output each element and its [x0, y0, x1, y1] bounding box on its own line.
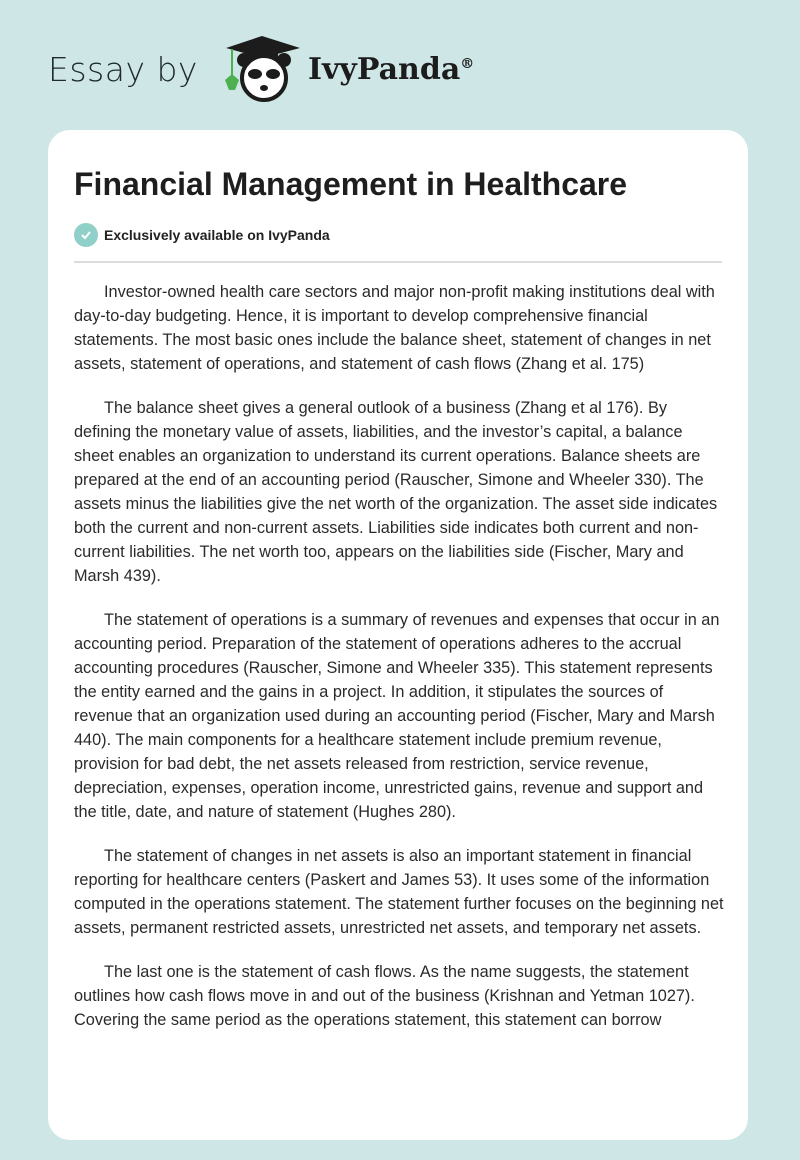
- badge-text: Exclusively available on IvyPanda: [104, 227, 330, 243]
- page-title: Financial Management in Healthcare: [74, 166, 628, 202]
- check-icon: [74, 223, 98, 247]
- paragraph: The statement of changes in net assets is also an important statement in financial reporting for healthcare centers (Paskert and James 53). It uses some of the information computed in the operations statement. The statement further focuses on the beginning net assets, permanent restricted assets, unrestricted net assets, and temporary net assets.: [74, 847, 724, 937]
- paragraph: Investor-owned health care sectors and major non-profit making institutions deal with day-to-day budgeting. Hence, it is important to develop comprehensive financial statements. The most basic ones include the balance sheet, statement of changes in net assets, statement of operations, and statement of cash flows (Zhang et al. 175): [74, 283, 715, 373]
- essay-by-label: Essay by: [48, 49, 198, 89]
- paragraph: The statement of operations is a summary of revenues and expenses that occur in an accounting period. Preparation of the statement of operations adheres to the accrual accounting procedures (Rauscher, Simone and Wheeler 335). This statement represents the entity earned and the gains in a project. In addition, it stipulates the sources of revenue that an organization used during an accounting period (Fischer, Mary and Marsh 440). The main components for a healthcare statement include premium revenue, provision for bad debt, the net assets released from restriction, service revenue, depreciation, expenses, operation income, unrestricted gains, revenue and support and the title, date, and nature of statement (Hughes 280).: [74, 611, 720, 821]
- site-header: [48, 34, 474, 104]
- brand-name: IvyPanda®: [307, 51, 475, 87]
- paragraph: The last one is the statement of cash flows. As the name suggests, the statement outlines how cash flows move in and out of the business (Krishnan and Yetman 1027). Covering the same period as the operations statement, this statement can borrow: [74, 963, 695, 1029]
- essay-body: [74, 280, 724, 1052]
- paragraph: The balance sheet gives a general outlook of a business (Zhang et al 176). By defining the monetary value of assets, liabilities, and the investor’s capital, a balance sheet enables an organization to understand its current operations. Balance sheets are prepared at the end of an accounting period (Rauscher, Simone and Wheeler 330). The assets minus the liabilities give the net worth of the organization. The asset side indicates both the current and non-current assets. Liabilities side indicates both current and non-current liabilities. The net worth too, appears on the liabilities side (Fischer, Mary and Marsh 439).: [74, 399, 718, 585]
- divider: [74, 261, 722, 263]
- panda-logo-icon: [216, 34, 302, 104]
- essay-card: [48, 130, 748, 1140]
- exclusive-badge: [74, 223, 330, 247]
